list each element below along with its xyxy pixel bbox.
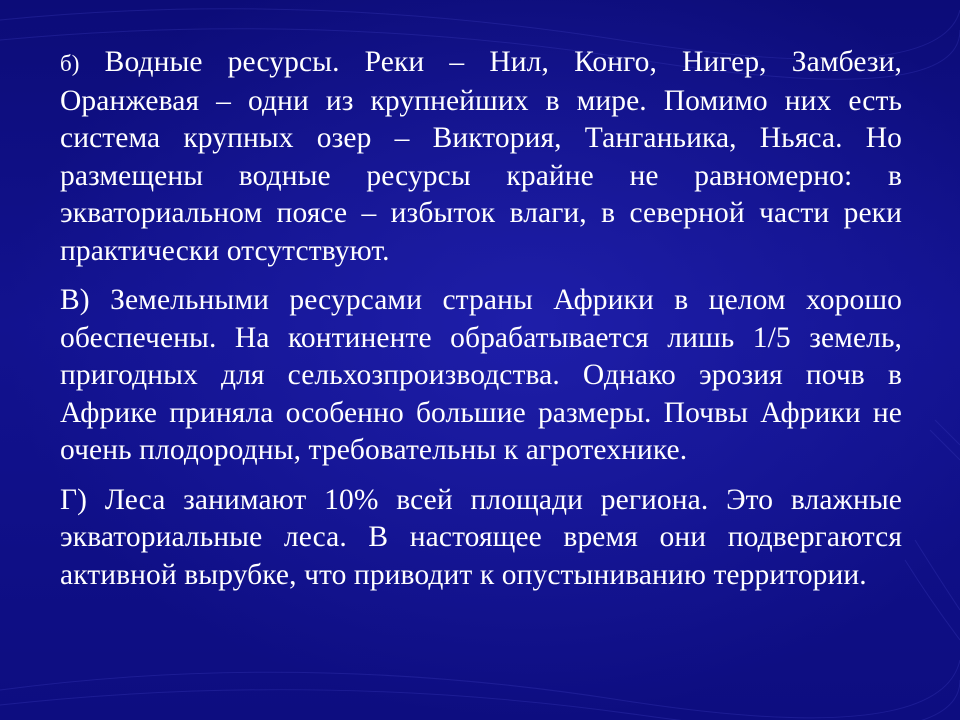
paragraph-land-resources [60, 282, 902, 470]
paragraph-text: Леса занимают 10% всей площади региона. Это влажные экваториальные леса. В настоящее время они подвергаются активной вырубке, что приводит к опустыниванию территории. [60, 483, 902, 591]
paragraph-water-resources [60, 44, 902, 270]
slide-body [60, 44, 902, 606]
paragraph-marker: б) [60, 51, 80, 76]
paragraph-forest-resources [60, 482, 902, 595]
paragraph-text: Водные ресурсы. Реки – Нил, Конго, Нигер, Замбези, Оранжевая – одни из крупнейших в мире. Помимо них есть система крупных озер – Виктория, Танганьика, Ньяса. Но размещены водные ресурсы крайне не равномерно: в экваториальном поясе – избыток влаги, в северной части реки практически отсутствуют. [60, 46, 902, 267]
paragraph-marker: В) [60, 284, 90, 316]
paragraph-marker: Г) [60, 483, 88, 516]
paragraph-text: Земельными ресурсами страны Африки в целом хорошо обеспечены. На континенте обрабатывается лишь 1/5 земель, пригодных для сельхозпроизводства. Однако эрозия почв в Африке приняла особенно большие размеры. Почвы Африки не очень плодородны, требовательны к агротехнике. [60, 284, 902, 466]
